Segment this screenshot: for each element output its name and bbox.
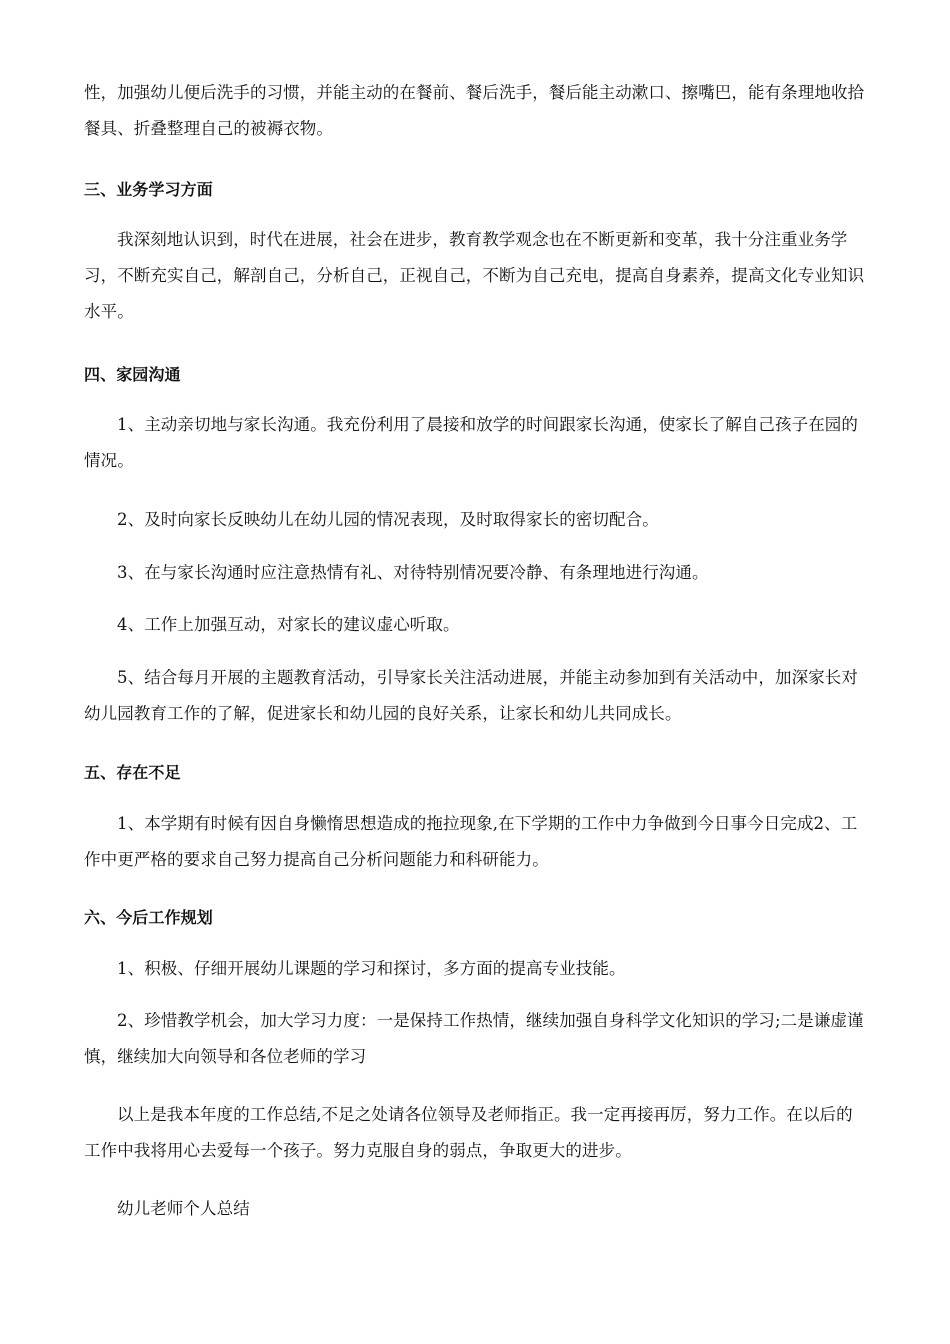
paragraph-home-school-2: 2、及时向家长反映幼儿在幼儿园的情况表现，及时取得家长的密切配合。 — [117, 510, 659, 529]
section-heading-future-plan: 六、今后工作规划 — [84, 908, 213, 927]
paragraph-future-plan-2: 2、珍惜教学机会，加大学习力度：一是保持工作热情，继续加强自身科学文化知识的学习;二是谦虚谨慎，继续加大向领导和各位老师的学习 — [84, 1011, 864, 1066]
paragraph-shortcomings: 1、本学期有时候有因自身懒惰思想造成的拖拉现象,在下学期的工作中力争做到今日事今日完成2、工作中更严格的要求自己努力提高自己分析问题能力和科研能力。 — [84, 814, 858, 869]
paragraph-home-school-3: 3、在与家长沟通时应注意热情有礼、对待特别情况要冷静、有条理地进行沟通。 — [117, 563, 709, 582]
section-heading-business-study: 三、业务学习方面 — [84, 180, 213, 199]
paragraph-home-school-4: 4、工作上加强互动，对家长的建议虚心听取。 — [117, 615, 460, 634]
paragraph-conclusion: 以上是我本年度的工作总结,不足之处请各位领导及老师指正。我一定再接再厉，努力工作。在以后的工作中我将用心去爱每一个孩子。努力克服自身的弱点，争取更大的进步。 — [84, 1105, 853, 1160]
section-heading-shortcomings: 五、存在不足 — [84, 763, 181, 782]
paragraph-continuation: 性，加强幼儿便后洗手的习惯，并能主动的在餐前、餐后洗手，餐后能主动漱口、擦嘴巴，能有条理地收拾餐具、折叠整理自己的被褥衣物。 — [84, 83, 865, 138]
section-heading-home-school: 四、家园沟通 — [84, 365, 181, 384]
paragraph-home-school-5: 5、结合每月开展的主题教育活动，引导家长关注活动进展，并能主动参加到有关活动中，加深家长对幼儿园教育工作的了解，促进家长和幼儿园的良好关系，让家长和幼儿共同成长。 — [84, 668, 858, 723]
paragraph-future-plan-1: 1、积极、仔细开展幼儿课题的学习和探讨，多方面的提高专业技能。 — [117, 959, 626, 978]
paragraph-home-school-1: 1、主动亲切地与家长沟通。我充份利用了晨接和放学的时间跟家长沟通，使家长了解自己孩子在园的情况。 — [84, 415, 858, 470]
paragraph-title-line: 幼儿老师个人总结 — [117, 1199, 250, 1218]
paragraph-business-study: 我深刻地认识到，时代在进展，社会在进步，教育教学观念也在不断更新和变革，我十分注重业务学习，不断充实自己，解剖自己，分析自己，正视自己，不断为自己充电，提高自身素养，提高文化专业知识水平。 — [84, 230, 865, 321]
